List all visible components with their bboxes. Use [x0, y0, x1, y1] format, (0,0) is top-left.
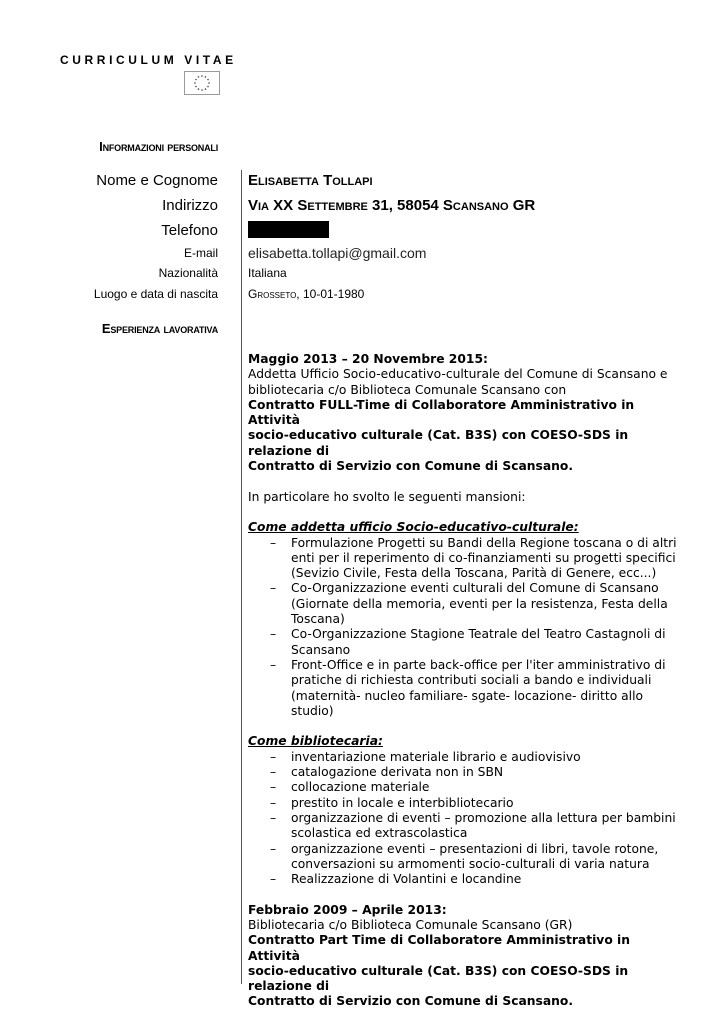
job2-role-line: Bibliotecaria c/o Biblioteca Comunale Scansano (GR) — [248, 917, 573, 932]
nationality-value: Italiana — [248, 266, 287, 280]
phone-redacted — [248, 221, 329, 238]
duties-library-list — [248, 750, 678, 888]
birth-value: Grosseto, 10-01-1980 — [248, 287, 365, 301]
job2-contract-line: Contratto di Servizio con Comune di Scansano. — [248, 994, 574, 1009]
dash-bullet: – — [270, 780, 277, 795]
dash-bullet: – — [270, 765, 277, 780]
list-item: – Co-Organizzazione Stagione Teatrale del Teatro Castagnoli di Scansano — [270, 627, 666, 657]
job1-period: Maggio 2013 – 20 Novembre 2015: — [248, 352, 488, 366]
birth-label: Luogo e data di nascita — [93, 287, 218, 301]
list-item: – prestito in locale e interbibliotecario — [270, 795, 514, 810]
list-item: – collocazione materiale — [270, 780, 430, 795]
section-personal-info: Informazioni personali — [99, 139, 218, 154]
job1-subhead-office: Come addetta ufficio Socio-educativo-culturale: — [248, 520, 579, 535]
dash-bullet: – — [270, 749, 277, 764]
dash-bullet: – — [270, 657, 277, 672]
job1-contract-line: socio-educativo culturale (Cat. B3S) con COESO-SDS in relazione di — [248, 428, 629, 458]
duties-office-list — [248, 536, 678, 720]
dash-bullet: – — [270, 872, 277, 887]
list-item: – Front-Office e in parte back-office per l'iter amministrativo di pratiche di richiesta contributi sociali a bando e individuali (maternità- nucleo familiare- sgate- locazione- diritto allo studio) — [270, 657, 666, 718]
email-value: elisabetta.tollapi@gmail.com — [248, 245, 427, 261]
job1-contract-line: Contratto di Servizio con Comune di Scansano. — [248, 459, 574, 474]
dash-bullet: – — [270, 581, 277, 596]
job1-subhead-library: Come bibliotecaria: — [248, 734, 383, 749]
job1-contract-line: Contratto FULL-Time di Collaboratore Amministrativo in Attività — [248, 397, 635, 428]
cv-title: CURRICULUM VITAE — [60, 53, 237, 67]
job1-role-line: bibliotecaria c/o Biblioteca Comunale Scansano con — [248, 382, 567, 397]
job2-contract-line: socio-educativo culturale (Cat. B3S) con COESO-SDS in relazione di — [248, 963, 629, 994]
list-item: – Realizzazione di Volantini e locandine — [270, 872, 522, 887]
list-item: – catalogazione derivata non in SBN — [270, 765, 504, 780]
list-item: – Co-Organizzazione eventi culturali del Comune di Scansano (Giornate della memoria, eventi per la resistenza, Festa della Toscana) — [270, 581, 668, 627]
address-label: Indirizzo — [162, 197, 218, 214]
dash-bullet: – — [270, 810, 277, 825]
dash-bullet: – — [270, 795, 277, 810]
dash-bullet: – — [270, 535, 277, 550]
list-item: – organizzazione di eventi – promozione alla lettura per bambini scolastica ed extrascolastica — [270, 810, 676, 841]
dash-bullet: – — [270, 627, 277, 642]
phone-label: Telefono — [161, 222, 218, 239]
list-item: – Formulazione Progetti su Bandi della Regione toscana o di altri enti per il reperimento di co-finanziamenti su progetti specifici (Sevizio Civile, Festa della Toscana, Parità di Genere, ecc...) — [270, 535, 677, 581]
email-label: E-mail — [183, 246, 218, 260]
eu-stars-icon — [184, 71, 220, 95]
job2-contract-line: Contratto Part Time di Collaboratore Amministrativo in Attività — [248, 933, 631, 963]
job1-intro: In particolare ho svolto le seguenti mansioni: — [248, 489, 526, 504]
address-value: Via XX Settembre 31, 58054 Scansano GR — [248, 197, 536, 214]
job1-role-line: Addetta Ufficio Socio-educativo-culturale del Comune di Scansano e — [248, 367, 668, 382]
experience-block — [248, 352, 678, 1010]
section-work-experience: Esperienza lavorativa — [101, 321, 218, 336]
list-item: – inventariazione materiale librario e audiovisivo — [270, 749, 581, 764]
column-divider — [241, 170, 242, 984]
dash-bullet: – — [270, 841, 277, 856]
job2-period: Febbraio 2009 – Aprile 2013: — [248, 902, 447, 917]
name-value: Elisabetta Tollapi — [248, 172, 373, 189]
list-item: – organizzazione eventi – presentazioni di libri, tavole rotone, conversazioni su armomenti socio-culturali di varia natura — [270, 841, 659, 871]
name-label: Nome e Cognome — [96, 172, 218, 189]
nationality-label: Nazionalità — [158, 266, 218, 280]
